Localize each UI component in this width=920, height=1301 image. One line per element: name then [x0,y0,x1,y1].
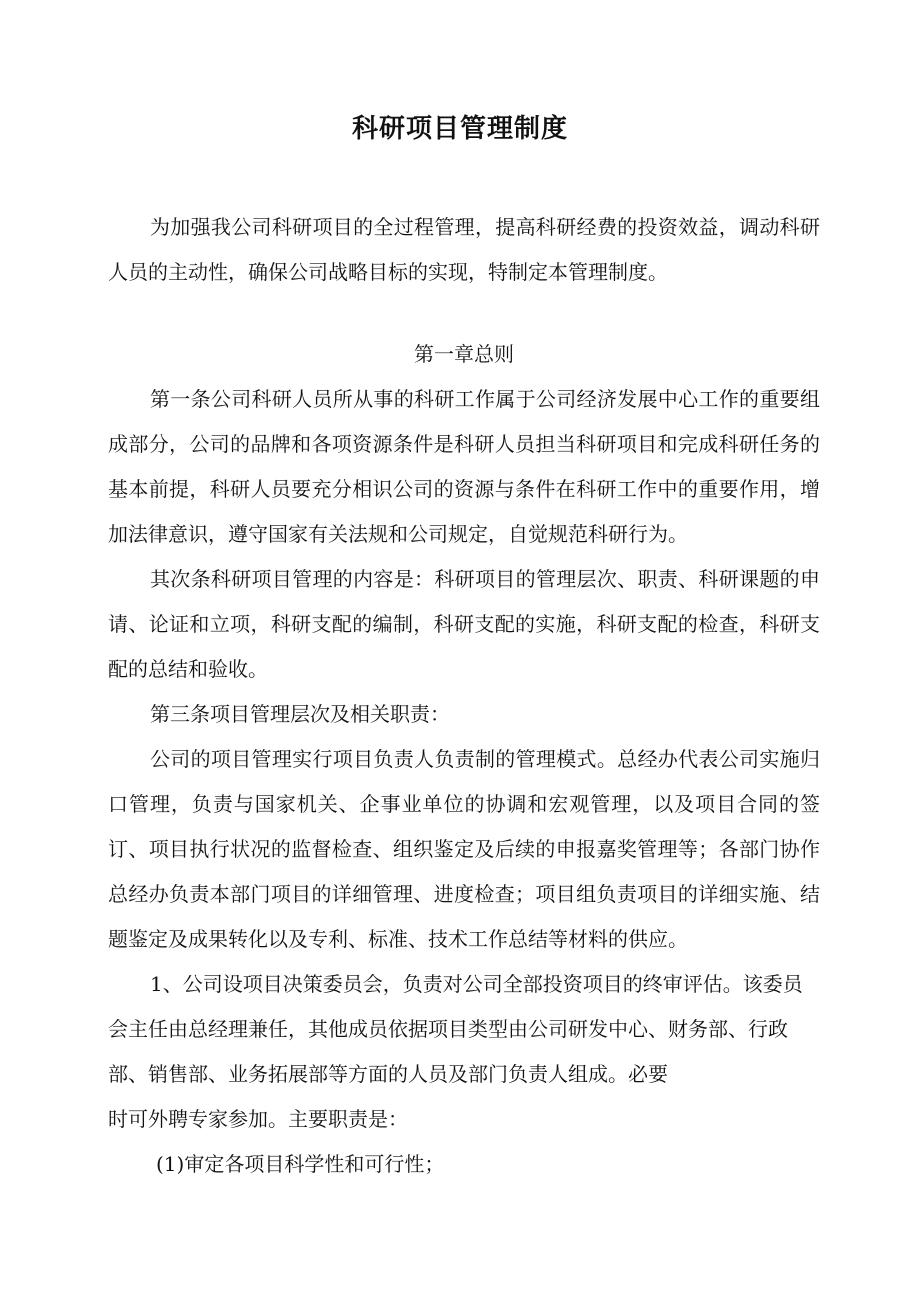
article-3-body: 公司的项目管理实行项目负责人负责制的管理模式。总经办代表公司实施归口管理，负责与国家机关、企事业单位的协调和宏观管理，以及项目合同的签订、项目执行状况的监督检查、组织鉴定及后续的申报嘉奖管理等；各部门协作总经办负责本部门项目的详细管理、进度检查；项目组负责项目的详细实施、结题鉴定及成果转化以及专利、标准、技术工作总结等材料的供应。 [108,747,820,951]
intro-paragraph: 为加强我公司科研项目的全过程管理，提高科研经费的投资效益，调动科研人员的主动性，确保公司战略目标的实现，特制定本管理制度。 [108,215,820,284]
article-1-paragraph: 第一条公司科研人员所从事的科研工作属于公司经济发展中心工作的重要组成部分，公司的品牌和各项资源条件是科研人员担当科研项目和完成科研任务的基本前提，科研人员要充分相识公司的资源与条件在科研工作中的重要作用，增加法律意识，遵守国家有关法规和公司规定，自觉规范科研行为。 [108,387,820,546]
item-1-paragraph: 1、公司设项目决策委员会，负责对公司全部投资项目的终审评估。该委员会主任由总经理兼任，其他成员依据项目类型由公司研发中心、财务部、行政部、销售部、业务拓展部等方面的人员及部门负责人组成。必要 [108,972,803,1086]
item-1-continuation: 时可外聘专家参加。主要职责是： [108,1107,408,1131]
item-1-sub-1: (1)审定各项目科学性和可行性； [156,1152,445,1176]
intro-section [108,205,820,295]
article-2-paragraph: 其次条科研项目管理的内容是：科研项目的管理层次、职责、科研课题的申请、论证和立项，科研支配的编制，科研支配的实施，科研支配的检查，科研支配的总结和验收。 [108,567,820,681]
document-title: 科研项目管理制度 [351,114,568,144]
chapter-heading: 第一章总则 [414,342,514,366]
chapter-section [108,332,820,1187]
article-3-heading: 第三条项目管理层次及相关职责： [150,702,450,726]
